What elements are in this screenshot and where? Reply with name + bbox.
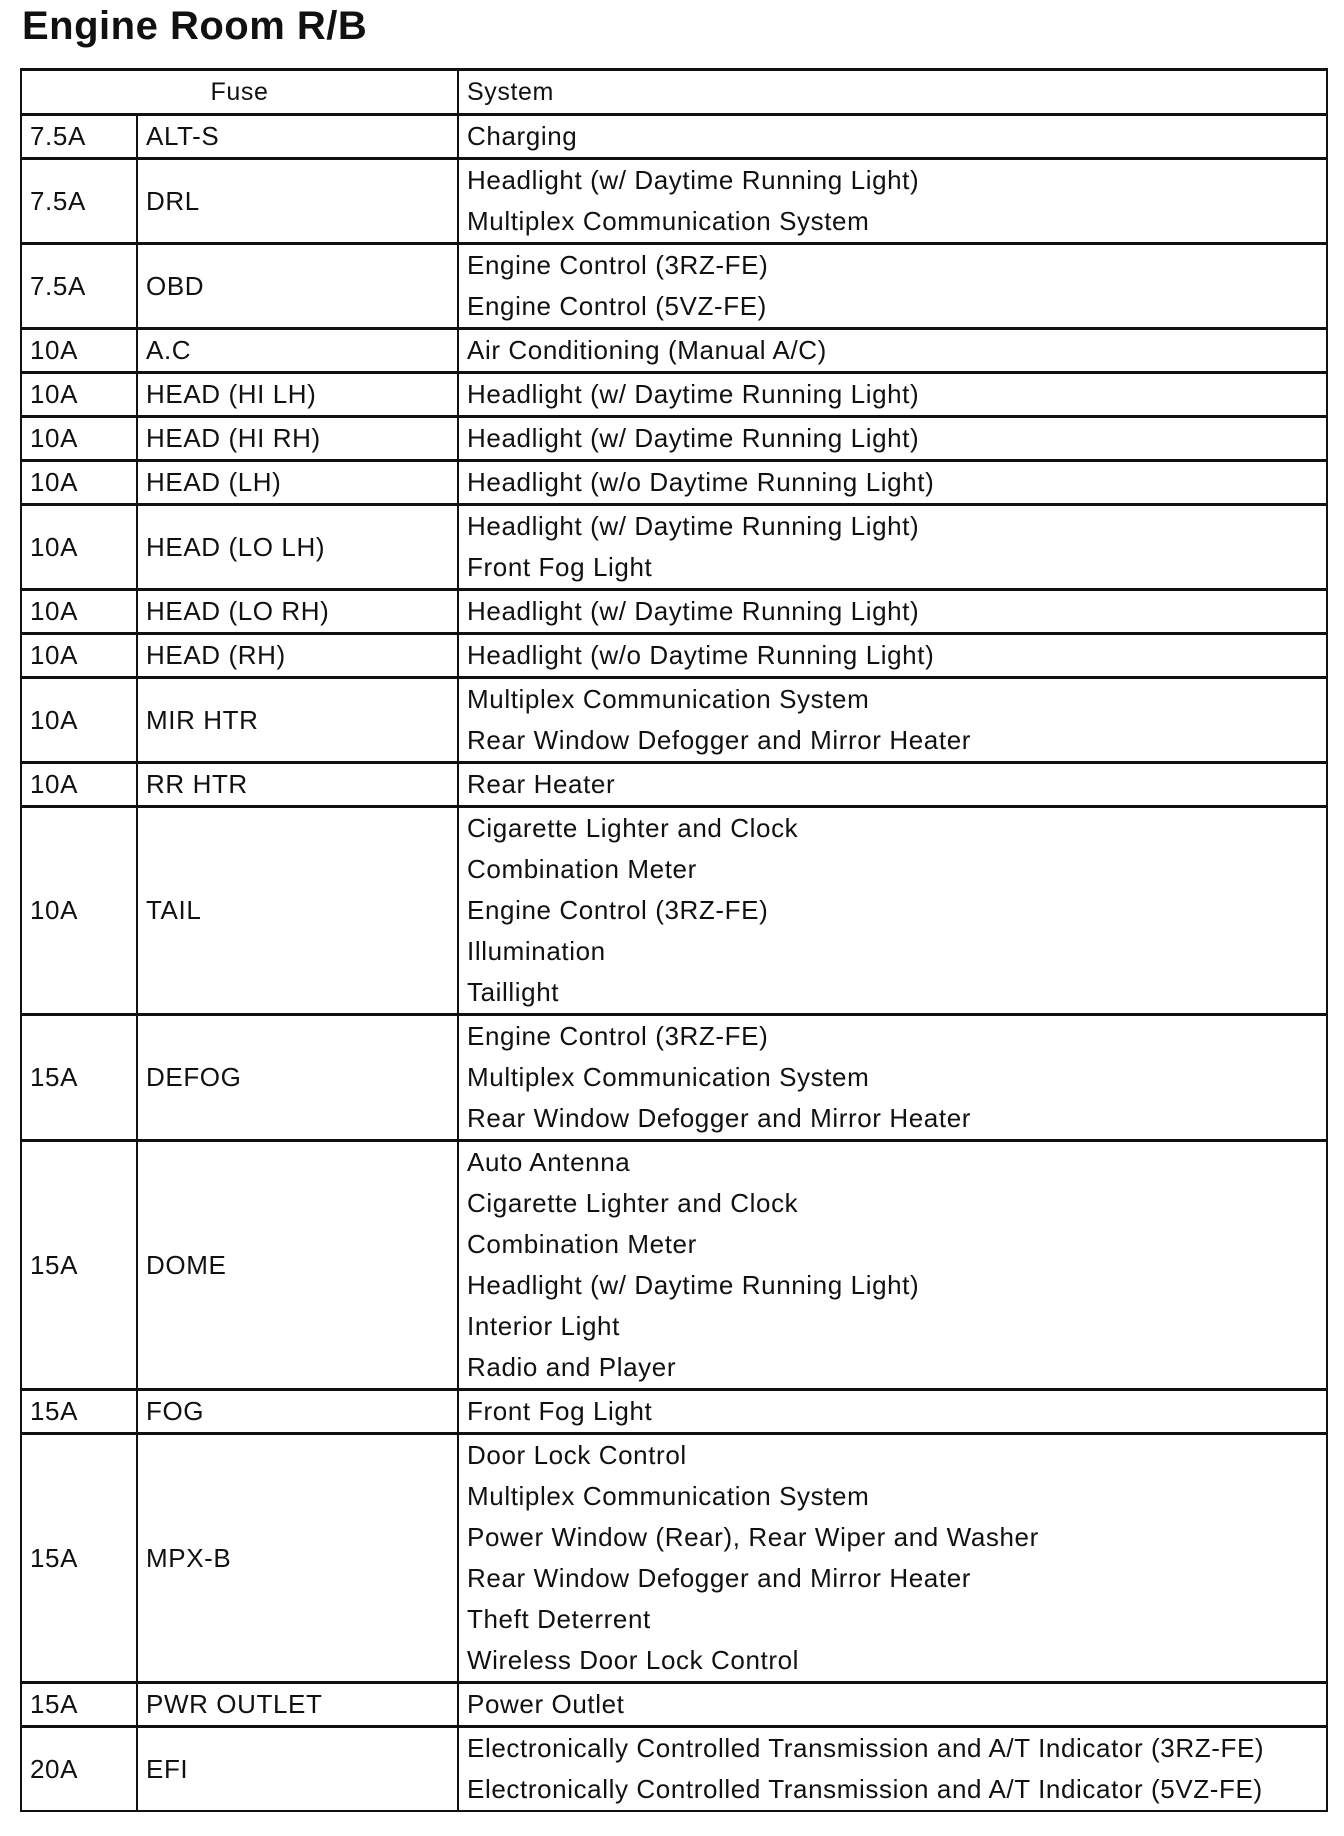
fuse-amperage: 10A bbox=[21, 505, 137, 590]
table-row bbox=[21, 634, 1327, 678]
table-row bbox=[21, 1727, 1327, 1812]
system-cell bbox=[458, 115, 1327, 159]
system-cell bbox=[458, 763, 1327, 807]
system-entry: Multiplex Communication System bbox=[467, 1481, 870, 1511]
fuse-amperage: 10A bbox=[21, 590, 137, 634]
system-entry: Rear Heater bbox=[467, 769, 616, 799]
system-entry: Engine Control (3RZ-FE) bbox=[467, 895, 769, 925]
system-cell bbox=[458, 678, 1327, 763]
fuse-name: DRL bbox=[137, 159, 458, 244]
system-entry: Wireless Door Lock Control bbox=[467, 1645, 800, 1675]
fuse-amperage: 10A bbox=[21, 634, 137, 678]
fuse-name: HEAD (LO LH) bbox=[137, 505, 458, 590]
table-row bbox=[21, 373, 1327, 417]
system-entry: Headlight (w/ Daytime Running Light) bbox=[467, 511, 920, 541]
fuse-amperage: 7.5A bbox=[21, 115, 137, 159]
fuse-name: HEAD (RH) bbox=[137, 634, 458, 678]
table-row bbox=[21, 1390, 1327, 1434]
table-row bbox=[21, 417, 1327, 461]
fuse-amperage: 15A bbox=[21, 1683, 137, 1727]
fuse-amperage: 10A bbox=[21, 373, 137, 417]
table-row bbox=[21, 678, 1327, 763]
fuse-name: PWR OUTLET bbox=[137, 1683, 458, 1727]
header-fuse: Fuse bbox=[21, 70, 458, 115]
fuse-name: DEFOG bbox=[137, 1015, 458, 1141]
page-title: Engine Room R/B bbox=[22, 4, 368, 48]
system-entry: Power Window (Rear), Rear Wiper and Washer bbox=[467, 1522, 1039, 1552]
fuse-name: MPX-B bbox=[137, 1434, 458, 1683]
fuse-table-body bbox=[21, 115, 1327, 1812]
system-entry: Electronically Controlled Transmission and A/T Indicator (3RZ-FE) bbox=[467, 1733, 1265, 1763]
fuse-amperage: 15A bbox=[21, 1390, 137, 1434]
fuse-name: TAIL bbox=[137, 807, 458, 1015]
system-entry: Headlight (w/ Daytime Running Light) bbox=[467, 596, 920, 626]
system-cell bbox=[458, 1015, 1327, 1141]
table-row bbox=[21, 590, 1327, 634]
fuse-name: ALT-S bbox=[137, 115, 458, 159]
system-cell bbox=[458, 417, 1327, 461]
fuse-name: MIR HTR bbox=[137, 678, 458, 763]
table-row bbox=[21, 244, 1327, 329]
system-entry: Engine Control (5VZ-FE) bbox=[467, 291, 767, 321]
system-entry: Rear Window Defogger and Mirror Heater bbox=[467, 1103, 972, 1133]
system-entry: Headlight (w/o Daytime Running Light) bbox=[467, 640, 935, 670]
system-entry: Radio and Player bbox=[467, 1352, 677, 1382]
table-row bbox=[21, 1683, 1327, 1727]
fuse-amperage: 10A bbox=[21, 678, 137, 763]
fuse-amperage: 10A bbox=[21, 807, 137, 1015]
fuse-name: RR HTR bbox=[137, 763, 458, 807]
system-cell bbox=[458, 1727, 1327, 1812]
system-entry: Combination Meter bbox=[467, 854, 697, 884]
table-header-row bbox=[21, 70, 1327, 115]
system-entry: Front Fog Light bbox=[467, 1396, 653, 1426]
table-row bbox=[21, 505, 1327, 590]
system-cell bbox=[458, 1683, 1327, 1727]
system-entry: Multiplex Communication System bbox=[467, 684, 870, 714]
table-row bbox=[21, 159, 1327, 244]
system-entry: Illumination bbox=[467, 936, 606, 966]
system-cell bbox=[458, 634, 1327, 678]
system-entry: Combination Meter bbox=[467, 1229, 697, 1259]
system-entry: Engine Control (3RZ-FE) bbox=[467, 1021, 769, 1051]
system-cell bbox=[458, 461, 1327, 505]
fuse-name: DOME bbox=[137, 1141, 458, 1390]
system-entry: Rear Window Defogger and Mirror Heater bbox=[467, 1563, 972, 1593]
table-row bbox=[21, 763, 1327, 807]
system-entry: Headlight (w/ Daytime Running Light) bbox=[467, 423, 920, 453]
system-cell bbox=[458, 1141, 1327, 1390]
fuse-name: FOG bbox=[137, 1390, 458, 1434]
fuse-name: HEAD (LO RH) bbox=[137, 590, 458, 634]
system-cell bbox=[458, 590, 1327, 634]
system-entry: Electronically Controlled Transmission and A/T Indicator (5VZ-FE) bbox=[467, 1774, 1263, 1804]
fuse-name: OBD bbox=[137, 244, 458, 329]
system-cell bbox=[458, 373, 1327, 417]
table-row bbox=[21, 807, 1327, 1015]
system-entry: Interior Light bbox=[467, 1311, 620, 1341]
system-cell bbox=[458, 329, 1327, 373]
fuse-amperage: 7.5A bbox=[21, 244, 137, 329]
table-row bbox=[21, 329, 1327, 373]
system-cell bbox=[458, 159, 1327, 244]
system-entry: Power Outlet bbox=[467, 1689, 625, 1719]
fuse-amperage: 10A bbox=[21, 461, 137, 505]
fuse-amperage: 10A bbox=[21, 329, 137, 373]
fuse-amperage: 15A bbox=[21, 1015, 137, 1141]
system-entry: Charging bbox=[467, 121, 578, 151]
header-system: System bbox=[458, 70, 1327, 115]
table-row bbox=[21, 1015, 1327, 1141]
system-entry: Cigarette Lighter and Clock bbox=[467, 1188, 799, 1218]
system-entry: Door Lock Control bbox=[467, 1440, 687, 1470]
system-entry: Multiplex Communication System bbox=[467, 1062, 870, 1092]
table-row bbox=[21, 1434, 1327, 1683]
fuse-name: HEAD (HI RH) bbox=[137, 417, 458, 461]
fuse-amperage: 20A bbox=[21, 1727, 137, 1812]
fuse-name: EFI bbox=[137, 1727, 458, 1812]
system-entry: Theft Deterrent bbox=[467, 1604, 651, 1634]
system-cell bbox=[458, 244, 1327, 329]
fuse-amperage: 15A bbox=[21, 1434, 137, 1683]
system-entry: Rear Window Defogger and Mirror Heater bbox=[467, 725, 972, 755]
system-entry: Headlight (w/ Daytime Running Light) bbox=[467, 1270, 920, 1300]
table-row bbox=[21, 115, 1327, 159]
fuse-name: HEAD (LH) bbox=[137, 461, 458, 505]
fuse-amperage: 15A bbox=[21, 1141, 137, 1390]
fuse-table bbox=[20, 68, 1328, 1812]
fuse-amperage: 10A bbox=[21, 763, 137, 807]
system-cell bbox=[458, 1434, 1327, 1683]
table-row bbox=[21, 461, 1327, 505]
system-entry: Headlight (w/ Daytime Running Light) bbox=[467, 165, 920, 195]
fuse-name: HEAD (HI LH) bbox=[137, 373, 458, 417]
fuse-amperage: 10A bbox=[21, 417, 137, 461]
system-entry: Headlight (w/o Daytime Running Light) bbox=[467, 467, 935, 497]
fuse-amperage: 7.5A bbox=[21, 159, 137, 244]
system-cell bbox=[458, 1390, 1327, 1434]
system-entry: Taillight bbox=[467, 977, 560, 1007]
system-entry: Air Conditioning (Manual A/C) bbox=[467, 335, 827, 365]
table-row bbox=[21, 1141, 1327, 1390]
system-entry: Cigarette Lighter and Clock bbox=[467, 813, 799, 843]
system-entry: Auto Antenna bbox=[467, 1147, 631, 1177]
system-entry: Front Fog Light bbox=[467, 552, 653, 582]
system-entry: Multiplex Communication System bbox=[467, 206, 870, 236]
system-entry: Headlight (w/ Daytime Running Light) bbox=[467, 379, 920, 409]
system-entry: Engine Control (3RZ-FE) bbox=[467, 250, 769, 280]
system-cell bbox=[458, 807, 1327, 1015]
system-cell bbox=[458, 505, 1327, 590]
fuse-name: A.C bbox=[137, 329, 458, 373]
